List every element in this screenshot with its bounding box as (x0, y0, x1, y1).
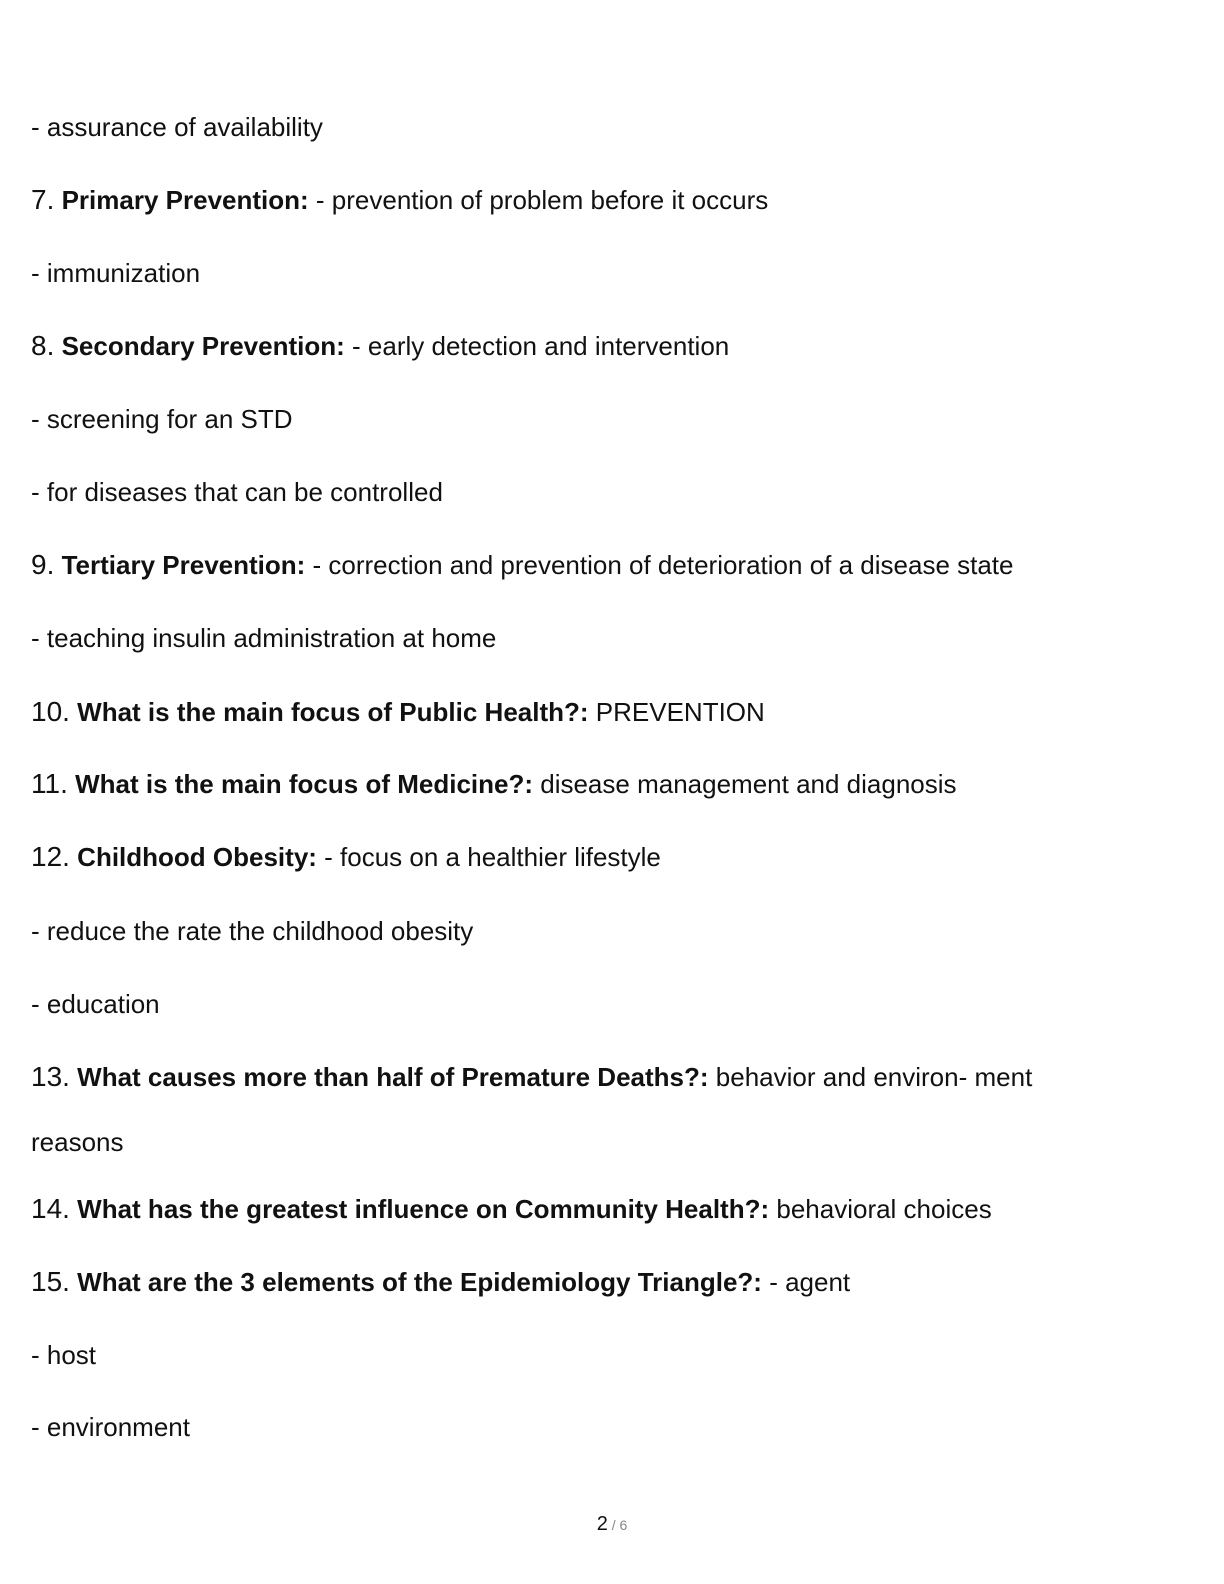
item-question: Secondary Prevention: (61, 331, 345, 361)
item-number: 10. (31, 696, 70, 727)
item-question: Tertiary Prevention: (61, 550, 306, 580)
qa-item-14 (31, 1193, 992, 1225)
item-answer: - focus on a healthier lifestyle (316, 842, 661, 872)
item-number: 7. (31, 184, 55, 215)
bullet-line: - education (31, 989, 160, 1019)
item-answer: - correction and prevention of deterioration of a disease state (305, 550, 1014, 580)
item-number: 13. (31, 1061, 70, 1092)
item-number: 14. (31, 1193, 70, 1224)
qa-item-8 (31, 330, 729, 362)
item-question: What has the greatest influence on Community Health?: (77, 1194, 770, 1224)
qa-item-7 (31, 184, 768, 216)
item-number: 8. (31, 330, 55, 361)
current-page: 2 (596, 1513, 608, 1535)
total-pages: / 6 (607, 1517, 628, 1533)
bullet-line: - teaching insulin administration at home (31, 623, 497, 653)
item-question: What is the main focus of Medicine?: (75, 769, 534, 799)
item-number: 11. (31, 768, 68, 799)
item-answer: behavior and environ- ment (708, 1062, 1033, 1092)
qa-item-15 (31, 1266, 850, 1298)
item-question: Childhood Obesity: (77, 842, 317, 872)
item-question: What causes more than half of Premature Deaths?: (77, 1062, 709, 1092)
qa-item-9 (31, 549, 1014, 581)
item-question: What is the main focus of Public Health?: (77, 697, 589, 727)
item-question: What are the 3 elements of the Epidemiology Triangle?: (77, 1267, 762, 1297)
item-answer: - agent (761, 1267, 851, 1297)
item-number: 12. (31, 841, 70, 872)
item-answer: - early detection and intervention (344, 331, 730, 361)
bullet-line: - assurance of availability (31, 112, 323, 142)
item-question: Primary Prevention: (61, 185, 309, 215)
item-answer: disease management and diagnosis (533, 769, 957, 799)
continuation-line: reasons (31, 1127, 124, 1157)
bullet-line: - for diseases that can be controlled (31, 477, 443, 507)
page-indicator (0, 1512, 1224, 1537)
bullet-line: - screening for an STD (31, 404, 293, 434)
item-number: 9. (31, 549, 55, 580)
qa-item-12 (31, 841, 661, 873)
qa-item-13 (31, 1061, 1032, 1093)
item-answer: - prevention of problem before it occurs (308, 185, 769, 215)
bullet-line: - immunization (31, 258, 201, 288)
item-answer: behavioral choices (769, 1194, 992, 1224)
qa-item-10 (31, 696, 765, 728)
bullet-line: - host (31, 1340, 97, 1370)
bullet-line: - reduce the rate the childhood obesity (31, 916, 474, 946)
bullet-line: - environment (31, 1412, 190, 1442)
item-answer: PREVENTION (588, 697, 765, 727)
item-number: 15. (31, 1266, 70, 1297)
qa-item-11 (31, 768, 957, 800)
